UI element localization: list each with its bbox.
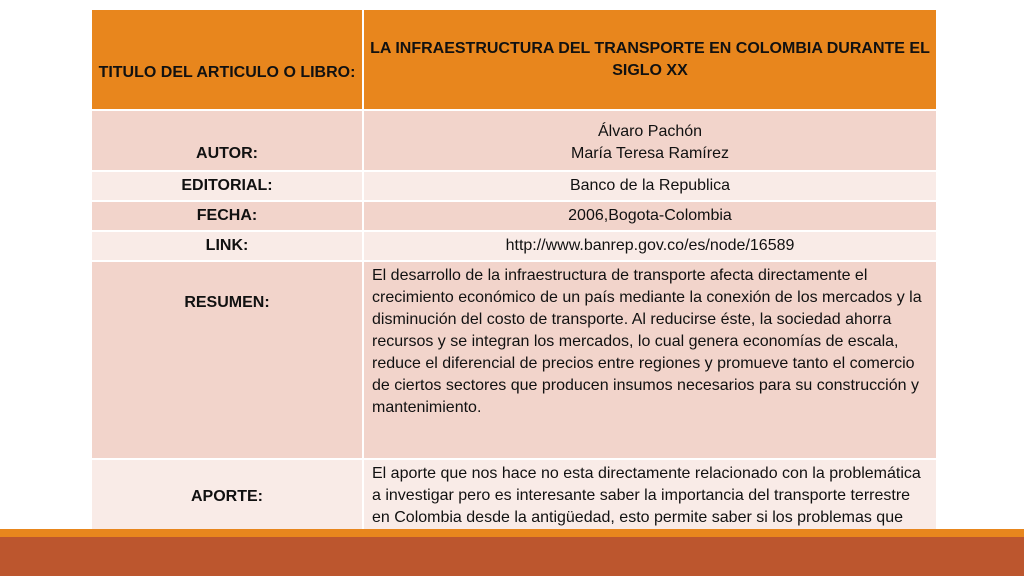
table-row-resumen [92, 262, 938, 460]
autor-name-2: María Teresa Ramírez [571, 145, 729, 162]
fecha-value: 2006,Bogota-Colombia [364, 202, 938, 232]
article-info-table [92, 10, 938, 576]
title-label: TITULO DEL ARTICULO O LIBRO: [92, 10, 364, 111]
footer-band [0, 537, 1024, 576]
aporte-value: El aporte que nos hace no esta directamente relacionado con la problemática a investigar pero es interesante saber la importancia del transporte terrestre en Colombia desde la antigüedad, esto permite saber si los problemas que [364, 460, 938, 576]
link-value: http://www.banrep.gov.co/es/node/16589 [364, 232, 938, 262]
table-row-editorial [92, 172, 938, 202]
editorial-label: EDITORIAL: [92, 172, 364, 202]
resumen-value: El desarrollo de la infraestructura de transporte afecta directamente el crecimiento económico de un país mediante la conexión de los mercados y la disminución del costo de transporte. Al reducirse éste, la sociedad ahorra recursos y se integran los mercados, lo cual genera economías de escala, reduce el diferencial de precios entre regiones y promueve tanto el comercio de ciertos sectores que producen insumos necesarios para su construcción y mantenimiento. [364, 262, 938, 460]
table-row-title [92, 10, 938, 111]
table-row-link [92, 232, 938, 262]
table-row-fecha [92, 202, 938, 232]
footer-accent-stripe [0, 529, 1024, 537]
table-row-autor [92, 111, 938, 172]
editorial-value: Banco de la Republica [364, 172, 938, 202]
autor-label: AUTOR: [92, 111, 364, 172]
autor-name-1: Álvaro Pachón [597, 123, 703, 140]
resumen-label: RESUMEN: [92, 262, 364, 460]
aporte-label: APORTE: [92, 460, 364, 576]
title-value: LA INFRAESTRUCTURA DEL TRANSPORTE EN COLOMBIA DURANTE EL SIGLO XX [364, 10, 938, 111]
link-label: LINK: [92, 232, 364, 262]
fecha-label: FECHA: [92, 202, 364, 232]
autor-value [364, 111, 938, 172]
